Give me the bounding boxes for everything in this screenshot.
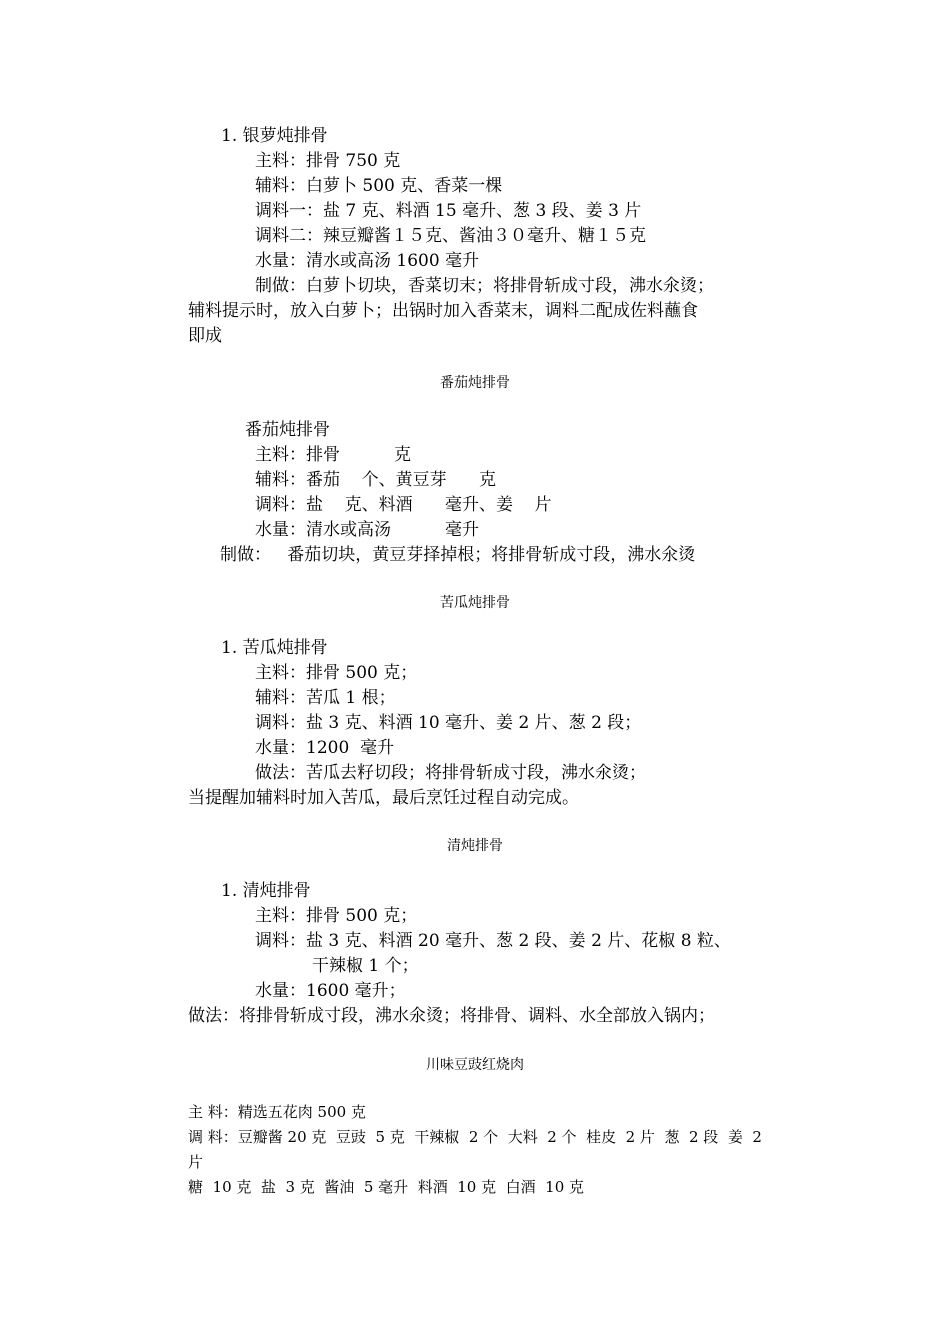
recipe-line: 制做： 番茄切块，黄豆芽择掉根；将排骨斩成寸段，沸水氽烫	[220, 545, 696, 565]
recipe-title: 1. 苦瓜炖排骨	[221, 638, 328, 658]
recipe-line: 主 料：精选五花肉 500 克	[188, 1103, 366, 1121]
recipe-line: 干辣椒 1 个；	[312, 956, 419, 976]
recipe-line: 当提醒加辅料时加入苦瓜，最后烹饪过程自动完成。	[188, 788, 579, 808]
section-heading: 川味豆豉红烧肉	[426, 1057, 524, 1073]
recipe-line: 片	[188, 1153, 204, 1171]
recipe-line: 糖 10 克 盐 3 克 酱油 5 毫升 料酒 10 克 白酒 10 克	[188, 1178, 585, 1196]
recipe-line: 主料：排骨 克	[255, 445, 412, 465]
recipe-line: 做法：将排骨斩成寸段，沸水氽烫；将排骨、调料、水全部放入锅内；	[188, 1006, 715, 1026]
recipe-line: 水量：清水或高汤 1600 毫升	[255, 251, 480, 271]
recipe-line: 做法：苦瓜去籽切段；将排骨斩成寸段，沸水氽烫；	[255, 763, 646, 783]
section-heading: 清炖排骨	[447, 838, 503, 854]
recipe-line: 调 料：豆瓣酱 20 克 豆豉 5 克 干辣椒 2 个 大料 2 个 桂皮 2 片 葱 2 段 姜 2	[188, 1128, 762, 1146]
recipe-line: 主料：排骨 500 克；	[255, 906, 418, 926]
recipe-line: 主料：排骨 500 克；	[255, 663, 418, 683]
section-heading: 苦瓜炖排骨	[440, 595, 510, 611]
recipe-line: 辅料：白萝卜 500 克、香菜一棵	[255, 176, 503, 196]
recipe-line: 辅料：番茄 个、黄豆芽 克	[255, 470, 497, 490]
recipe-line: 主料：排骨 750 克	[255, 151, 401, 171]
recipe-title: 1. 清炖排骨	[221, 881, 311, 901]
recipe-line: 调料二：辣豆瓣酱１５克、酱油３０毫升、糖１５克	[255, 226, 646, 246]
recipe-line: 辅料：苦瓜 1 根；	[255, 688, 396, 708]
recipe-line: 调料：盐 3 克、料酒 10 毫升、姜 2 片、葱 2 段；	[255, 713, 642, 733]
recipe-line: 调料：盐 3 克、料酒 20 毫升、葱 2 段、姜 2 片、花椒 8 粒、	[255, 931, 731, 951]
recipe-line: 水量：1200 毫升	[255, 738, 395, 758]
recipe-title: 番茄炖排骨	[245, 420, 330, 440]
recipe-title: 1. 银萝炖排骨	[221, 126, 328, 146]
recipe-line: 调料：盐 克、料酒 毫升、姜 片	[255, 495, 552, 515]
recipe-line: 水量：1600 毫升；	[255, 981, 406, 1001]
section-heading: 番茄炖排骨	[440, 375, 510, 391]
recipe-line: 制做：白萝卜切块，香菜切末；将排骨斩成寸段，沸水氽烫；	[255, 276, 714, 296]
recipe-line: 水量：清水或高汤 毫升	[255, 520, 480, 540]
recipe-line: 辅料提示时，放入白萝卜；出锅时加入香菜末，调料二配成佐料蘸食	[188, 301, 698, 321]
recipe-line: 调料一：盐 7 克、料酒 15 毫升、葱 3 段、姜 3 片	[255, 201, 642, 221]
recipe-line: 即成	[188, 326, 222, 346]
